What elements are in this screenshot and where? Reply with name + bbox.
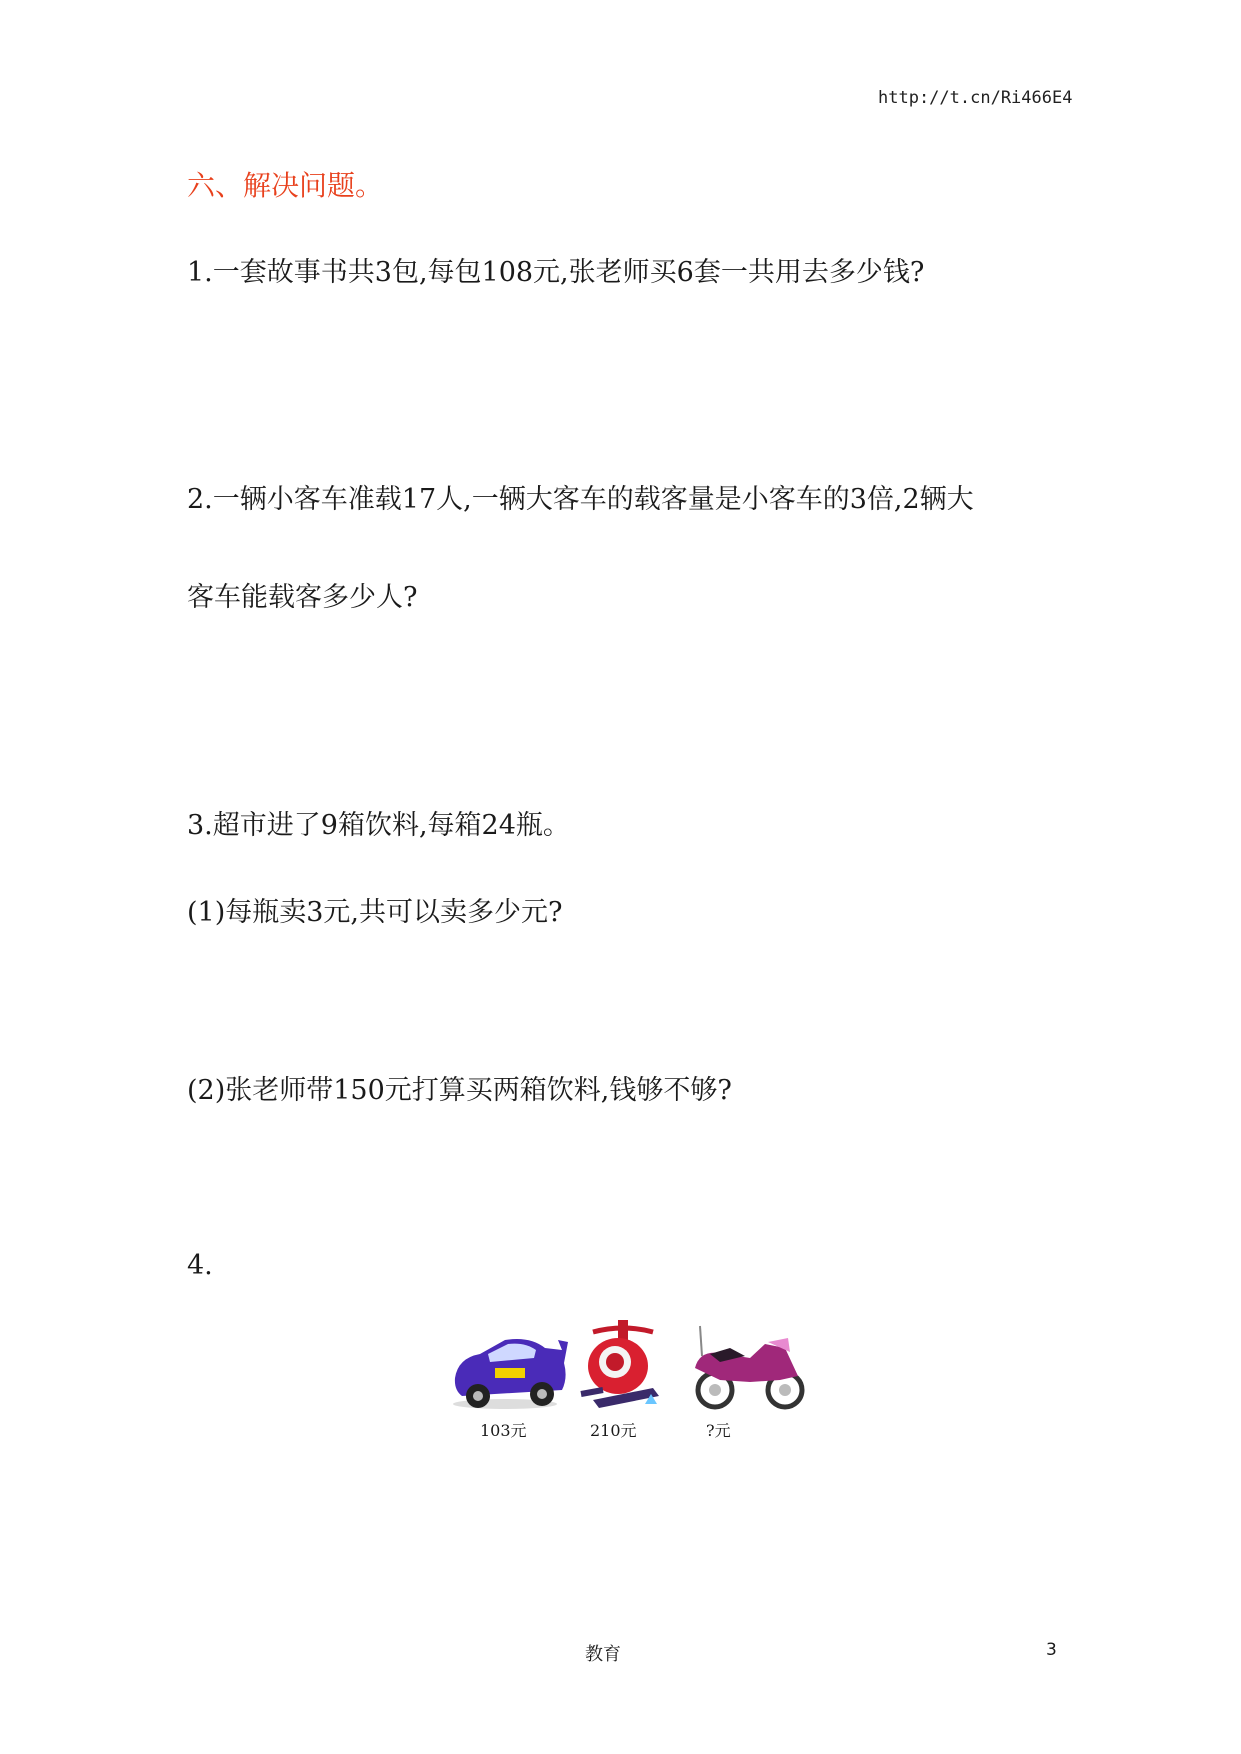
footer-label: 教育 [585, 1644, 621, 1665]
question-4: 4. [187, 1250, 213, 1281]
toy-images [450, 1318, 810, 1428]
question-3-part-1: (1)每瓶卖3元,共可以卖多少元? [187, 897, 563, 928]
question-2-line-1: 2.一辆小客车准载17人,一辆大客车的载客量是小客车的3倍,2辆大 [187, 484, 974, 515]
toy-car-price: 103元 [480, 1421, 527, 1440]
question-2-line-2: 客车能载客多少人? [187, 582, 418, 613]
header-url: http://t.cn/Ri466E4 [878, 88, 1073, 108]
toy-helicopter-icon [581, 1320, 659, 1408]
page-number: 3 [1046, 1640, 1057, 1660]
toy-motorcycle-icon [695, 1326, 802, 1407]
question-3: 3.超市进了9箱饮料,每箱24瓶。 [187, 810, 570, 841]
toy-illustrations [450, 1318, 810, 1418]
question-3-part-2: (2)张老师带150元打算买两箱饮料,钱够不够? [187, 1075, 732, 1106]
toy-car-icon [453, 1339, 568, 1409]
section-title: 六、解决问题。 [187, 169, 384, 202]
toy-motorcycle-price: ?元 [706, 1421, 731, 1440]
toy-helicopter-price: 210元 [590, 1421, 637, 1440]
question-1: 1.一套故事书共3包,每包108元,张老师买6套一共用去多少钱? [187, 257, 925, 288]
